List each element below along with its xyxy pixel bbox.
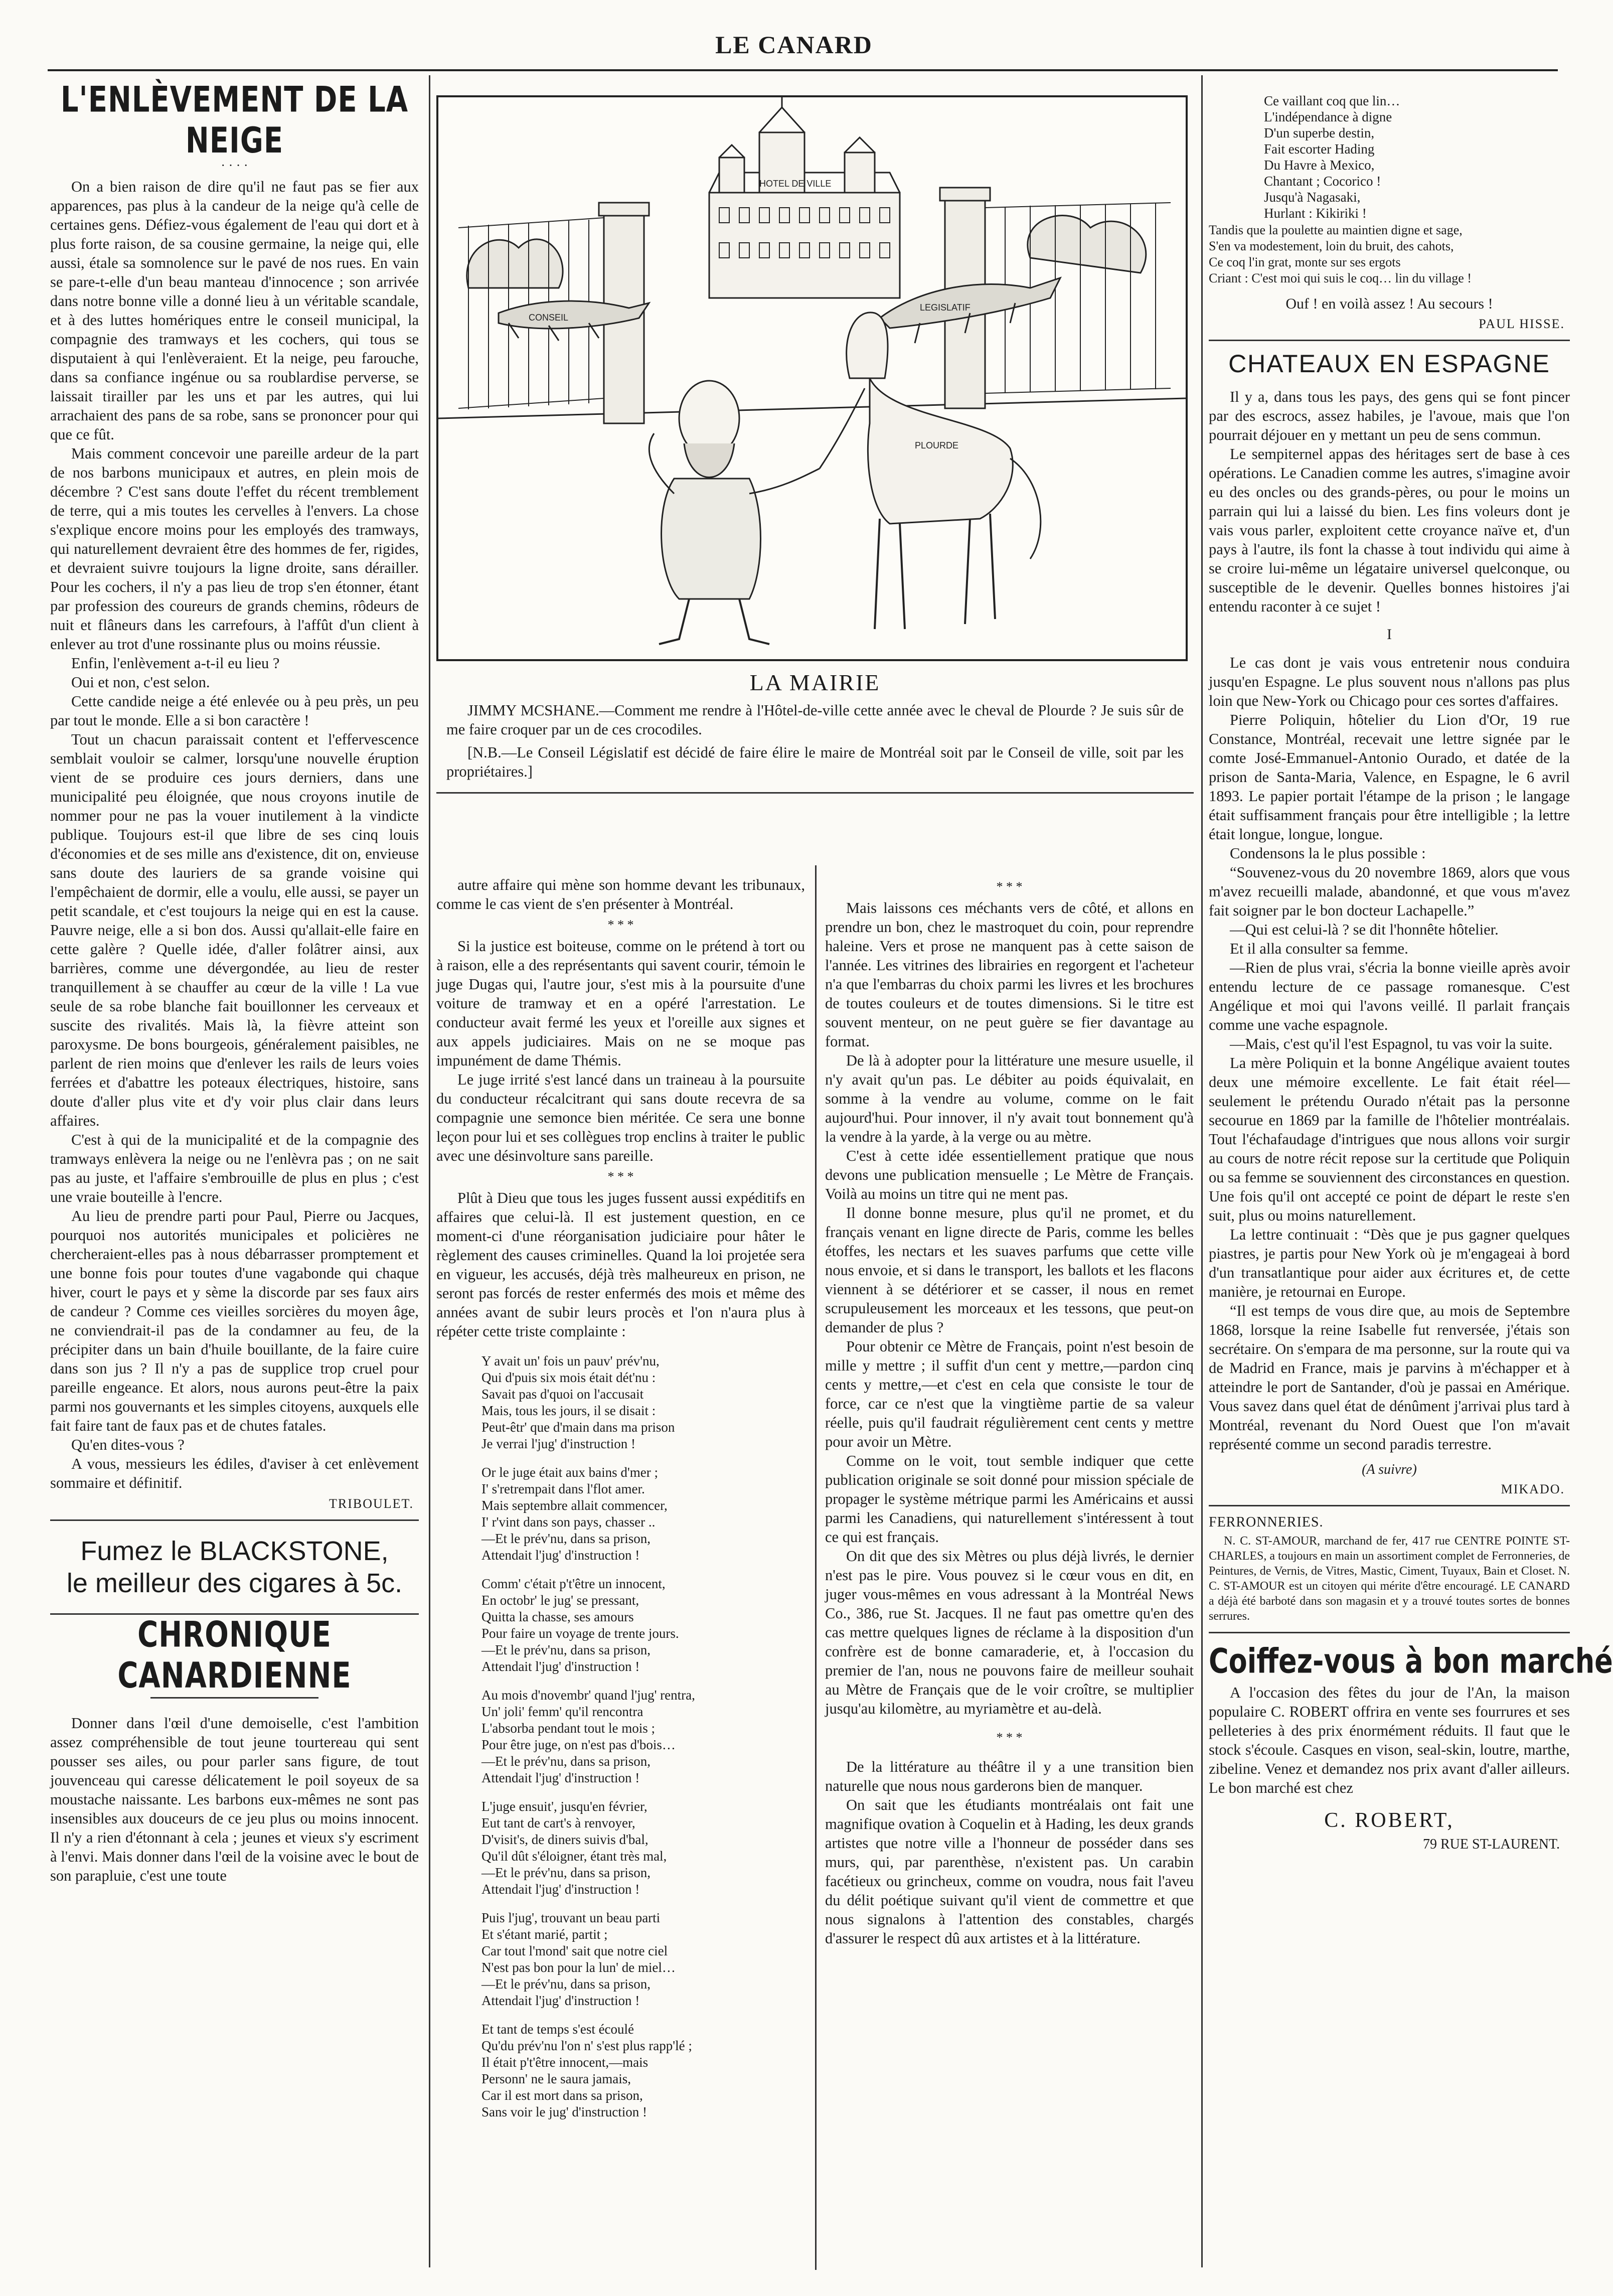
divider [150,1697,318,1699]
verse-line: Attendait l'jug' d'instruction ! [481,1882,640,1897]
verse-line: Attendait l'jug' d'instruction ! [481,1659,640,1674]
column-2 [436,875,805,2132]
paragraph: autre affaire qui mène son homme devant les tribunaux, comme le cas vient de s'en présenter à Montréal. [436,876,805,912]
ad-text: N. C. ST-AMOUR, marchand de fer, 417 rue CENTRE POINTE ST-CHARLES, a toujours en main un assortiment complet de Ferronneries, de Peintures, de Vernis, de Vitres, Mastic, Ciment, Tuyaux, Bain et Closet. N. C. ST-AMOUR est un citoyen qui mérite d'être encouragé. LE CANARD a déjà été barboté dans son magasin et y a trouvé toutes sortes de bonnes serrures. [1209,1535,1570,1623]
paragraph: De la littérature au théâtre il y a une transition bien naturelle que nous nous garderons bien de manquer. [825,1758,1194,1794]
caption-speech: —Comment me rendre à l'Hôtel-de-ville cette année avec le cheval de Plourde ? Je suis sûr de me faire croquer par un de ces crocodiles. [446,702,1184,738]
paragraph: Le juge irrité s'est lancé dans un traineau à la poursuite du conducteur récalcitrant qui sans doute recevra de sa compagnie une semonce bien méritée. Ce sera une bonne leçon pour lui et ses collègues trop enclins à traiter le public avec une désinvolture sans pareille. [436,1071,805,1164]
verse-line: D'visit's, de diners suivis d'bal, [481,1832,649,1847]
to-be-continued: (A suivre) [1362,1462,1417,1477]
divider [436,792,1194,794]
article-title: L'ENLÈVEMENT DE LA NEIGE [60,79,409,162]
verse-stanza [481,1576,805,1675]
paragraph: Enfin, l'enlèvement a-t-il eu lieu ? [71,655,280,672]
poem-line: Ce coq l'in grat, monte sur ses ergots [1209,255,1401,269]
verse-line: Savait pas d'quoi on l'accusait [481,1387,644,1402]
cartoon-title: LA MAIRIE [749,670,881,695]
divider [1209,340,1570,341]
hardware-advertisement [1209,1514,1570,1624]
verse-stanza [481,1910,805,2009]
verse-line: I' r'vint dans son pays, chasser .. [481,1514,656,1529]
verse-line: Quitta la chasse, ses amours [481,1609,634,1624]
verse-line: Comm' c'était p't'être un innocent, [481,1576,666,1591]
paragraph: Condensons la le plus possible : [1230,845,1426,862]
poem-line: S'en va modestement, loin du bruit, des cahots, [1209,239,1454,253]
verse-line: Pour faire un voyage de trente jours. [481,1626,679,1641]
divider [1209,1505,1570,1506]
paragraph: Et il alla consulter sa femme. [1230,940,1408,957]
divider [1209,1632,1570,1633]
cartoon-block [436,95,1194,794]
verse-line: Mais, tous les jours, il se disait : [481,1403,656,1418]
paragraph: Oui et non, c'est selon. [71,674,210,691]
verse-line: —Et le prév'nu, dans sa prison, [481,1976,651,1992]
paragraph: Pierre Poliquin, hôtelier du Lion d'Or, 19 rue Constance, Montréal, recevait une lettre signée par le comte José-Emmanuel-Antonio Ourado, et datée de la prison de Santa-Maria, Valence, en Espagne, le 6 avril 1893. Le papier portait l'étampe de la prison ; le langage était suffisamment français pour être intelligible ; la lettre était longue, longue, longue. [1209,711,1570,843]
section-stars: * * * [607,1169,634,1184]
paragraph: Si la justice est boiteuse, comme on le prétend à tort ou à raison, elle a des représentants qui savent courir, témoin le juge Dugas qui, l'autre jour, s'est mis à la poursuite d'une voiture de tramway et en a opéré l'arrestation. Le conducteur avait fermé les yeux et l'oreille aux signes et aux appels judiciaires. Mais on ne se moque pas impunément de dame Thémis. [436,938,805,1069]
verse-stanza [481,1798,805,1898]
verse-line: —Et le prév'nu, dans sa prison, [481,1531,651,1546]
poem-line: Du Havre à Mexico, [1264,158,1375,173]
verse-line: Et tant de temps s'est écoulé [481,2022,634,2037]
caption-speaker: JIMMY MCSHANE. [467,702,599,719]
paragraph: La lettre continuait : “Dès que je pus gagner quelques piastres, je partis pour New York où je m'engageai à bord d'un transatlantique pour aider aux écritures et, de cette manière, je retournai en Europe. [1209,1226,1570,1300]
paragraph: On dit que des six Mètres ou plus déjà livrés, le dernier n'est pas le pire. Vous pouvez si le cœur vous en dit, en juger vous-mêmes en vous adressant à la Montréal News Co., 386, rue St. Jacques. Il ne faut pas omettre qu'en des cas mettre quelques lignes de réclame à la disposition d'un confrère est de bonne camaraderie, et, à l'occasion du premier de l'an, nous ne pouvons faire de meilleur souhait au Mètre de Français que de le voir croître, se multiplier jusqu'au kilomètre, au myriamètre et au-delà. [825,1548,1194,1717]
poem-line: Tandis que la poulette au maintien digne et sage, [1209,223,1463,237]
column-4 [1209,93,1613,1853]
ad-line: le meilleur des cigares à 5c. [66,1568,403,1598]
cartoon-illustration [436,95,1188,661]
section-stars: * * * [996,879,1023,894]
signature: TRIBOULET. [329,1496,414,1511]
cartoon-label-hotel: HOTEL DE VILLE [759,179,832,189]
verse-line: Attendait l'jug' d'instruction ! [481,1770,640,1785]
verse-line: Y avait un' fois un pauv' prév'nu, [481,1353,660,1368]
verse-line: Car il est mort dans sa prison, [481,2088,643,2103]
paragraph: Mais comment concevoir une pareille ardeur de la part de nos barbons municipaux et autres, en plein mois de décembre ? C'est sans doute l'effet du récent tremblement de terre, qui a mis toutes les cervelles à l'envers. La chose s'explique encore moins pour les employés des tramways, qui naturellement devraient être des hommes de fer, rigides, et devraient suivre toujours la ligne droite, sans dérailler. Pour les cochers, il n'y a pas lieu de trop s'en étonner, étant par profession des coureurs de grands chemins, rôdeurs de nuit et flâneurs dans les carrefours, à l'affût d'un client à enlever au trot d'une rossinante plus ou moins réussie. [50,445,419,653]
paragraph: C'est à cette idée essentiellement pratique que nous devons une publication mensuelle ; Le Mètre de Français. Voilà au moins un titre qui ne ment pas. [825,1147,1194,1202]
article-body [1209,653,1570,1454]
chapter-number: I [1387,626,1392,643]
signature: PAUL HISSE. [1479,317,1565,331]
verse-line: Attendait l'jug' d'instruction ! [481,1993,640,2008]
verse-line: Car tout l'mond' sait que notre ciel [481,1943,668,1958]
verse-line: Attendait l'jug' d'instruction ! [481,1548,640,1563]
verse-line: L'absorba pendant tout le mois ; [481,1721,656,1736]
verse-line: L'juge ensuit', jusqu'en février, [481,1799,648,1814]
verse-line: I' s'retrempait dans l'flot amer. [481,1481,645,1496]
cartoon-label-conseil: CONSEIL [529,313,569,323]
verse-line: En octobr' le jug' se pressant, [481,1593,639,1608]
article-body [1209,387,1570,616]
poem-stanza [1209,222,1570,286]
cigar-advertisement [50,1535,419,1599]
ad-address: 79 RUE ST-LAURENT. [1423,1836,1560,1852]
article-body [436,875,805,913]
verse-line: Un' joli' femm' qu'il rencontra [481,1704,643,1719]
cartoon-caption [446,701,1184,739]
poem-line: L'indépendance à digne [1264,109,1392,124]
paragraph: On a bien raison de dire qu'il ne faut pas se fier aux apparences, pas plus à la candeur de la neige qu'à celle de certaines gens. Défiez-vous également de l'eau qui dort et à plus forte raison, de sa cousine germaine, la neige qui, elle aussi, étale sa somnolence sur le pavé de nos rues. En vain se pare-t-elle d'un beau manteau d'innocence ; son arrivée dans notre bonne ville a donné lieu à un véritable scandale, et à des luttes homériques entre le conseil municipal, la compagnie des tramways et les cochers, qui tous se disputaient à qui l'enlèveraient. Et la neige, peu farouche, dans sa confiance ingénue ou sa roublardise perverse, se laissait tirailler par les uns et par les autres, qui lui arrachaient des pans de sa robe, sans se prononcer pour qui que ce fût. [50,178,419,443]
cartoon-note: [N.B.—Le Conseil Législatif est décidé de faire élire le maire de Montréal soit par le Conseil de ville, soit par les propriétaires.] [446,744,1184,780]
paragraph: Il donne bonne mesure, plus qu'il ne promet, et du français venant en ligne directe de Paris, comme les belles étoffes, les nectars et les suaves parfums que cette ville nous envoie, et si dans le transport, les ballots et les flacons viennent à se détériorer et se casser, il nous en remet scrupuleusement les morceaux et les tessons, que peut-on demander de plus ? [825,1204,1194,1336]
divider [50,1519,419,1521]
verse-line: Qu'du prév'nu l'on n' s'est plus rapp'lé ; [481,2038,692,2053]
ad-title: FERRONNERIES. [1209,1514,1324,1530]
poem-line: D'un superbe destin, [1264,125,1375,140]
paragraph: A vous, messieurs les édiles, d'aviser à cet enlèvement sommaire et définitif. [50,1455,419,1491]
verse-line: Or le juge était aux bains d'mer ; [481,1465,659,1480]
poem-line: Criant : C'est moi qui suis le coq… lin du village ! [1209,271,1472,285]
article-body [825,1757,1194,1948]
verse-line: Et s'étant marié, partit ; [481,1927,608,1942]
poem-line: Fait escorter Hading [1264,141,1375,157]
paragraph: La mère Poliquin et la bonne Angélique avaient toutes deux une mémoire excellente. Le fait était réel—seulement le prétendu Ourado n'était pas la personne secourue en 1869 par la famille de l'hôtelier montréalais. Tout l'échafaudage d'intrigues que nous allons voir surgir au cours de notre récit repose sur la certitude que Poliquin ou sa femme se souviennent des circonstances en question. Une fois qu'il ont accepté ce point de départ le reste s'en suit, plus ou moins naturellement. [1209,1054,1570,1224]
paragraph: Le sempiternel appas des héritages sert de base à ces opérations. Le Canadien comme les autres, s'imagine avoir eu des oncles ou des grands-pères, ou pour le moins un parrain qui lui a laissé du bien. Les fins voleurs dont je vais vous parler, exploitent cette croyance naïve et, d'un pays à l'autre, ils font la chasse à tout individu qui aime à se croire lui-même un légataire universel quelconque, ou susceptible de le devenir. Quelles bonnes histoires j'ai entendu raconter à ce sujet ! [1209,445,1570,615]
ad-title: Coiffez-vous à bon marché [1209,1641,1613,1681]
verse-line: Personn' ne le saura jamais, [481,2071,631,2086]
paragraph: —Qui est celui-là ? se dit l'honnête hôtelier. [1230,921,1499,938]
verse-stanza [481,1464,805,1564]
paragraph: —Rien de plus vrai, s'écria la bonne vieille après avoir entendu lecture de ce passage romanesque. C'est Angélique et moi qui l'avons veillé. Il parlait français comme une vache espagnole. [1209,959,1570,1033]
verse-line: Puis l'jug', trouvant un beau parti [481,1910,661,1925]
cartoon-drawing [438,97,1186,659]
article-body [825,898,1194,1718]
verse-line: Pour être juge, on n'est pas d'bois… [481,1737,676,1752]
paragraph: “Il est temps de vous dire que, au mois de Septembre 1868, lorsque la reine Isabelle fut renversée, j'étais son secrétaire. On s'empara de ma personne, sur la route qui va de Madrid en France, mais je parvins à m'échapper et à atteindre le port de Santander, d'où je passai en Amérique. Vous savez dans quel état de dénûment j'arrivai plus tard à Montréal, revenant du Nord Ouest que l'on m'avait représenté comme un second paradis terrestre. [1209,1302,1570,1453]
masthead: LE CANARD [715,31,873,59]
article-title: CHRONIQUE CANARDIENNE [117,1614,352,1697]
cartoon-label-legislatif: LEGISLATIF [920,302,971,313]
column-rule [815,865,817,2270]
paragraph: Qu'en dites-vous ? [71,1436,185,1453]
column-1 [50,79,419,1885]
verse-stanza [481,1687,805,1786]
title-ornament: · · · · [221,158,248,173]
column-rule [429,75,430,2267]
ad-name: C. ROBERT, [1324,1809,1455,1832]
complainte-verses [436,1353,805,2120]
article-title: CHATEAUX EN ESPAGNE [1228,350,1550,378]
article-body [436,1188,805,1341]
paragraph: —Mais, c'est qu'il l'est Espagnol, tu vas voir la suite. [1230,1035,1553,1052]
poem-line: Chantant ; Cocorico ! [1264,174,1381,189]
verse-stanza [481,1353,805,1452]
verse-line: Sans voir le jug' d'instruction ! [481,2104,647,2119]
poem-line: Hurlant : Kikiriki ! [1264,206,1367,221]
verse-line: —Et le prév'nu, dans sa prison, [481,1865,651,1880]
verse-line: Eut tant de cart's à renvoyer, [481,1815,635,1830]
paragraph: Comme on le voit, tout semble indiquer que cette publication originale se soit donné pour mission spéciale de propager le système métrique parmi les Américains et aussi parmi les Canadiens, qui naturellement s'intéressent à tout ce qui est français. [825,1452,1194,1546]
paragraph: “Souvenez-vous du 20 novembre 1869, alors que vous m'avez recueilli malade, abandonné, et que vous m'avez fait soigner par le bon docteur Lachapelle.” [1209,864,1570,919]
verse-line: Je verrai l'jug' d'instruction ! [481,1436,636,1451]
column-3 [825,875,1194,1948]
article-body [436,937,805,1165]
top-rule [48,69,1558,71]
signature: MIKADO. [1501,1482,1565,1496]
verse-line: Au mois d'novembr' quand l'jug' rentra, [481,1688,695,1703]
article-body [50,177,419,1492]
verse-line: —Et le prév'nu, dans sa prison, [481,1642,651,1657]
paragraph: De là à adopter pour la littérature une mesure usuelle, il n'y avait qu'un pas. Le débiter au poids équivalait, en somme à la vendre au volume, comme on le fait aujourd'hui. Pour innover, il n'y avait tout bonnement qu'à la vendre à la yarde, à la verge ou au mètre. [825,1052,1194,1145]
ad-line: Fumez le BLACKSTONE, [80,1536,389,1566]
paragraph: Plût à Dieu que tous les juges fussent aussi expéditifs en affaires que celui-là. Il est justement question, en ce moment-ci d'une réorganisation judiciaire pour hâter le règlement des causes criminelles. Quand la loi projetée sera en vigueur, les accusés, déjà très malheureux en prison, ne seront pas forcés de rester enfermés des mois et même des années avant de subir leurs procès et l'on n'aura plus à répéter cette triste complainte : [436,1189,805,1340]
paragraph: Il y a, dans tous les pays, des gens qui se font pincer par des escrocs, assez habiles, je l'avoue, mais que l'on pourrait déjouer en y mettant un peu de sens commun. [1209,388,1570,443]
verse-line: Qui d'puis six mois était dét'nu : [481,1370,656,1385]
verse-line: Peut-êtr' que d'main dans ma prison [481,1420,675,1435]
fur-advertisement [1209,1641,1613,1853]
verse-line: Mais septembre allait commencer, [481,1498,668,1513]
ad-text: A l'occasion des fêtes du jour de l'An, la maison populaire C. ROBERT offrira en vente ses fourrures et ses pelleteries à des prix énormément réduits. Il faut que le stock s'écoule. Casques en vison, seal-skin, loutre, marthe, zibeline. Venez et demandez nos prix avant d'aller ailleurs. Le bon marché est chez [1209,1684,1570,1796]
paragraph: Pour obtenir ce Mètre de Français, point n'est besoin de mille y mettre ; il suffit d'un cent y mettre,—pardon cinq cents y mettre,—et c'est en cela que consiste le tour de force, car ce n'est que la vingtième partie de sa valeur réelle, puis qu'il faudrait régulièrement cent cents y mettre pour avoir un Mètre. [825,1338,1194,1450]
poem-line: Jusqu'à Nagasaki, [1264,190,1361,205]
verse-line: N'est pas bon pour la lun' de miel… [481,1960,676,1975]
paragraph: Au lieu de prendre parti pour Paul, Pierre ou Jacques, pourquoi nos autorités municipales et policières ne chercheraient-elles pas à nous débarrasser promptement et une bonne fois pour toutes d'une vagabonde qui chaque hiver, court le pays et y sème la discorde par ses faux airs de candeur ? Comme ces vieilles sorcières du moyen âge, ne conviendrait-il pas de la condamner au feu, de la précipiter dans un bain d'huile bouillante, de la faire cuire dans son jus ? Il n'y a pas de supplice trop cruel pour pareille engeance. Et alors, nous aurons peut-être la paix parmi nos gouvernants et les simples citoyens, auxquels elle fait faire tant de faux pas et de chutes fatales. [50,1207,419,1434]
paragraph: C'est à qui de la municipalité et de la compagnie des tramways enlèvera la neige ou ne l'enlèvra pas ; on ne sait pas au juste, et l'affaire s'embrouille de plus en plus ; c'est une vraie bouteille à l'encre. [50,1131,419,1205]
verse-line: Qu'il dût s'éloigner, étant très mal, [481,1849,667,1864]
paragraph: Tout un chacun paraissait content et l'effervescence semblait vouloir se calmer, lorsqu'une nouvelle éruption vient de se produire ces jours derniers, dans une municipalité peu éloignée, que nous croyons inutile de nommer pour ne pas la vouer inutilement à la vindicte publique. Toujours est-il que libre de ses cinq louis d'économies et de ses mille ans d'existence, dit on, envieuse sans doute des lauriers de sa grande voisine qui l'empêchaient de dormir, elle a voulu, elle aussi, se payer un petit scandale, et c'est toujours la neige qui en est la cause. Pauvre neige, elle a si bon dos. Aussi qu'allait-elle faire en cette galère ? Quelle idée, d'aller folâtrer ainsi, aux barrières, comme une dévergondée, au lieu de rester tranquillement à se chauffer au cœur de la ville ! La vue seule de sa robe blanche fait bouillonner les cerveaux et suscite des rivalités. Mais là, la fièvre atteint son paroxysme. De bons bourgeois, généralement paisibles, ne parlent de rien moins que d'enlever les rails de leurs voies ferrées et d'abattre les poteaux électriques, histoire, sans doute d'aller plus vite et d'y voir plus clair dans leurs affaires. [50,731,419,1129]
column-rule [1201,75,1203,2267]
section-stars: * * * [607,917,634,932]
paragraph: On sait que les étudiants montréalais ont fait une magnifique ovation à Coquelin et à Hading, les deux grands artistes que notre ville a l'honneur de posséder dans ses murs, qui, par parenthèse, n'existent pas. Un carabin facétieux ou grincheux, comme on voudra, nous fait l'aveu du délit poétique suivant qu'il vient de commettre et que nous signalons à l'attention des constables, chargés d'assurer le respect dû aux artistes et à la littérature. [825,1796,1194,1947]
paragraph: Le cas dont je vais vous entretenir nous conduira jusqu'en Espagne. Le plus souvent nous n'allons pas plus loin que New-York ou Chicago pour ces sortes d'affaires. [1209,654,1570,709]
poem-stanza [1264,93,1570,221]
paragraph: Mais laissons ces méchants vers de côté, et allons en prendre un bon, chez le mastroquet du coin, pour reprendre haleine. Vers et prose ne manquent pas à cette saison de l'année. Les vitrines des librairies en regorgent et l'acheteur n'a que l'embarras du choix parmi les livres et les brochures de toutes couleurs et de toutes dimensions. Si le titre est souvent menteur, on ne peut guère se fier davantage au format. [825,899,1194,1050]
paragraph: Cette candide neige a été enlevée ou à peu près, un peu par tout le monde. Elle a si bon caractère ! [50,693,419,729]
paragraph: Donner dans l'œil d'une demoiselle, c'est l'ambition assez compréhensible de tout jeune tourtereau qui sent pousser ses ailes, ou pour parler sans figure, de tout jouvenceau qui caresse délicatement le poil soyeux de sa moustache naissante. Les barbons eux-mêmes ne sont pas insensibles aux douceurs de ce jeu plus ou moins innocent. Il n'y a rien d'étonnant à cela ; jeunes et vieux s'y escriment à l'envi. Mais donner dans l'œil de la voisine avec le bout de son parapluie, c'est une toute [50,1715,419,1884]
section-stars: * * * [996,1730,1023,1745]
verse-line: —Et le prév'nu, dans sa prison, [481,1754,651,1769]
verse-line: Il était p't'être innocent,—mais [481,2055,649,2070]
article-body [50,1714,419,1885]
poem-line: Ce vaillant coq que lin… [1264,93,1400,108]
verse-stanza [481,2021,805,2120]
cartoon-label-plourde: PLOURDE [915,440,959,450]
poem-closing: Ouf ! en voilà assez ! Au secours ! [1285,295,1493,312]
